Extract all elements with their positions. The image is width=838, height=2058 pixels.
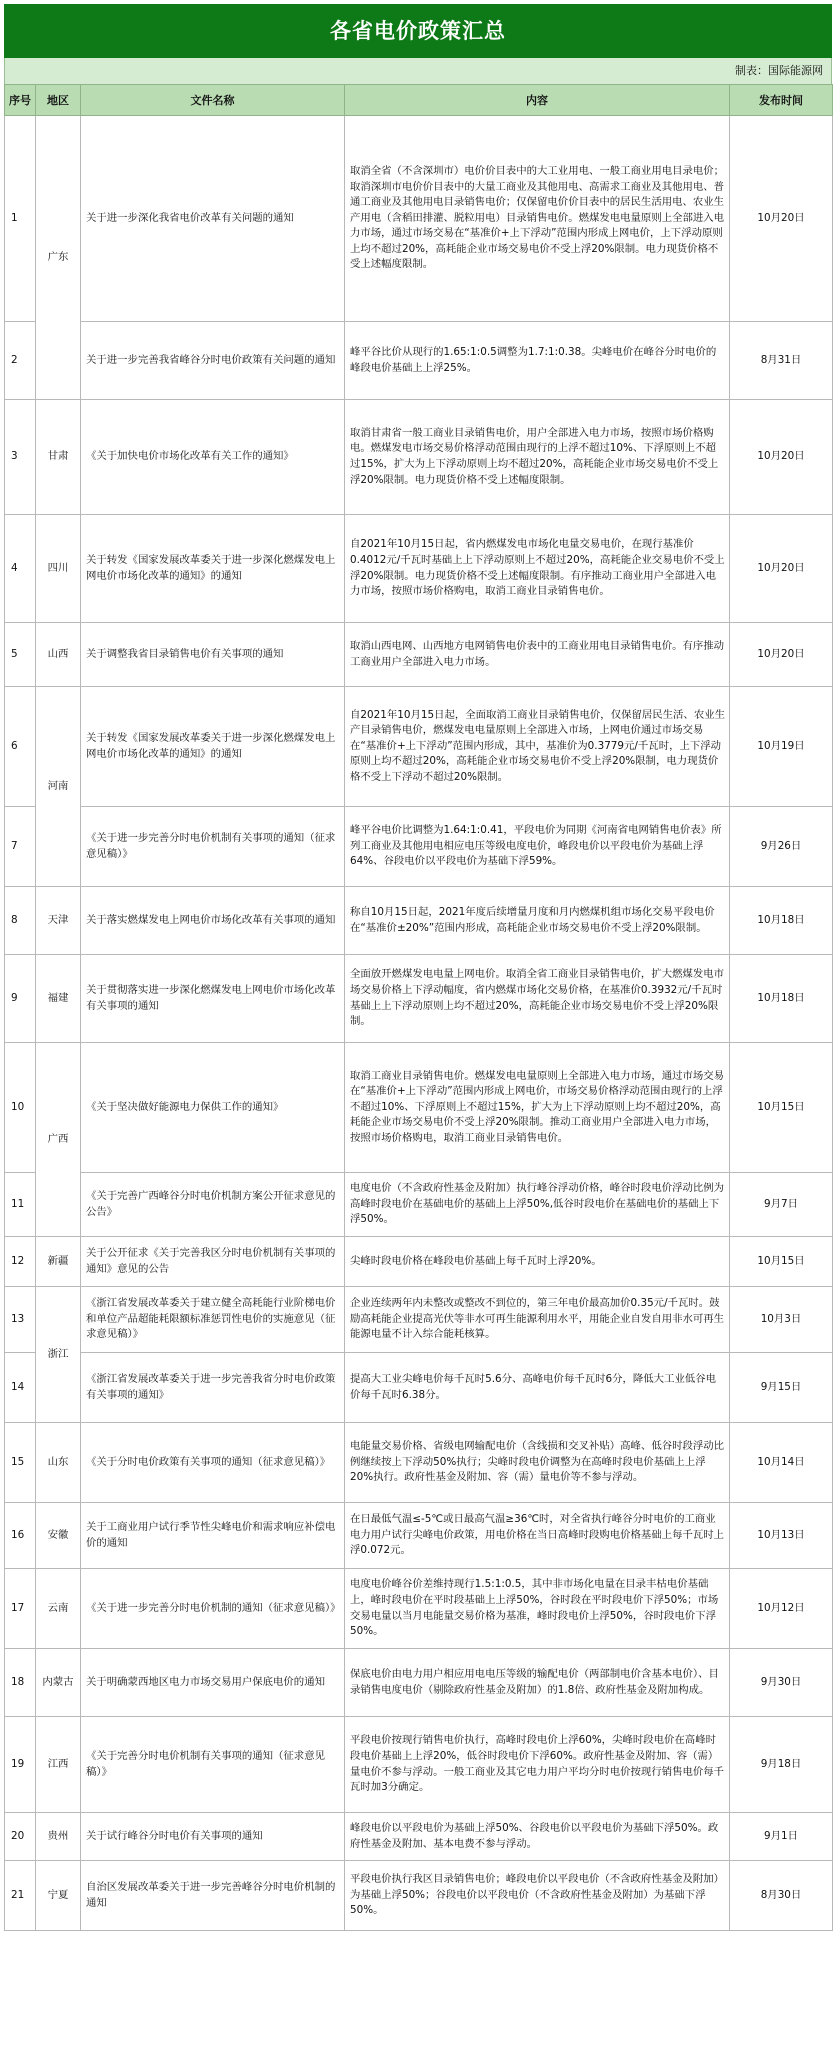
row-region: 浙江 — [36, 1287, 81, 1423]
row-date: 10月12日 — [730, 1569, 833, 1649]
table-row — [5, 807, 833, 887]
table-row — [5, 400, 833, 515]
row-region: 江西 — [36, 1717, 81, 1813]
row-content: 尖峰时段电价格在峰段电价基础上每千瓦时上浮20%。 — [345, 1237, 730, 1287]
row-content: 在日最低气温≤-5℃或日最高气温≥36℃时，对全省执行峰谷分时电价的工商业电力用户试行尖峰电价政策，用电价格在当日高峰时段购电价格基础上每千瓦时上浮0.072元。 — [345, 1503, 730, 1569]
row-content: 取消甘肃省一般工商业目录销售电价，用户全部进入电力市场，按照市场价格购电。燃煤发电市场交易价格浮动范围由现行的上浮不超过10%、下浮原则上不超过15%，扩大为上下浮动原则上均不超过20%，高耗能企业市场交易电价不受上浮20%限制。电力现货价格不受上述幅度限制。 — [345, 400, 730, 515]
row-date: 9月15日 — [730, 1353, 833, 1423]
row-content: 平段电价执行我区目录销售电价；峰段电价以平段电价（不含政府性基金及附加）为基础上浮50%；谷段电价以平段电价（不含政府性基金及附加）为基础下浮50%。 — [345, 1861, 730, 1931]
row-no: 15 — [5, 1423, 36, 1503]
row-doc: 关于公开征求《关于完善我区分时电价机制有关事项的通知》意见的公告 — [81, 1237, 345, 1287]
row-region: 广西 — [36, 1043, 81, 1237]
row-no: 21 — [5, 1861, 36, 1931]
row-content: 企业连续两年内未整改或整改不到位的，第三年电价最高加价0.35元/千瓦时。鼓励高耗能企业提高光伏等非水可再生能源利用水平，用能企业自发自用非水可再生能源电量不计入综合能耗核算。 — [345, 1287, 730, 1353]
header-no: 序号 — [5, 85, 36, 116]
row-date: 9月18日 — [730, 1717, 833, 1813]
row-date: 10月20日 — [730, 400, 833, 515]
table-header-row — [5, 85, 833, 116]
row-doc: 自治区发展改革委关于进一步完善峰谷分时电价机制的通知 — [81, 1861, 345, 1931]
row-no: 13 — [5, 1287, 36, 1353]
table-row — [5, 687, 833, 807]
table-row — [5, 1173, 833, 1237]
row-date: 10月3日 — [730, 1287, 833, 1353]
row-date: 10月14日 — [730, 1423, 833, 1503]
row-doc: 关于明确蒙西地区电力市场交易用户保底电价的通知 — [81, 1649, 345, 1717]
row-region: 河南 — [36, 687, 81, 887]
row-doc: 关于转发《国家发展改革委关于进一步深化燃煤发电上网电价市场化改革的通知》的通知 — [81, 687, 345, 807]
row-content: 平段电价按现行销售电价执行，高峰时段电价上浮60%，尖峰时段电价在高峰时段电价基础上上浮20%，低谷时段电价下浮60%。政府性基金及附加、容（需）量电价不参与浮动。一般工商业及其它电力用户平均分时电价按现行销售电价每千瓦时加3分确定。 — [345, 1717, 730, 1813]
row-region: 宁夏 — [36, 1861, 81, 1931]
table-row — [5, 1861, 833, 1931]
header-region: 地区 — [36, 85, 81, 116]
row-no: 12 — [5, 1237, 36, 1287]
table-row — [5, 1423, 833, 1503]
table-row — [5, 955, 833, 1043]
table-row — [5, 116, 833, 322]
row-no: 8 — [5, 887, 36, 955]
row-content: 峰平谷比价从现行的1.65:1:0.5调整为1.7:1:0.38。尖峰电价在峰谷分时电价的峰段电价基础上上浮25%。 — [345, 322, 730, 400]
row-no: 11 — [5, 1173, 36, 1237]
row-doc: 《关于坚决做好能源电力保供工作的通知》 — [81, 1043, 345, 1173]
row-no: 18 — [5, 1649, 36, 1717]
row-no: 19 — [5, 1717, 36, 1813]
row-date: 10月19日 — [730, 687, 833, 807]
row-doc: 关于工商业用户试行季节性尖峰电价和需求响应补偿电价的通知 — [81, 1503, 345, 1569]
policy-table — [4, 84, 833, 1931]
table-row — [5, 515, 833, 623]
row-doc: 关于贯彻落实进一步深化燃煤发电上网电价市场化改革有关事项的通知 — [81, 955, 345, 1043]
row-content: 称自10月15日起，2021年度后续增量月度和月内燃煤机组市场化交易平段电价在“基准价±20%”范围内形成，高耗能企业市场交易电价不受上浮20%限制。 — [345, 887, 730, 955]
row-content: 全面放开燃煤发电电量上网电价。取消全省工商业目录销售电价，扩大燃煤发电市场交易价格上下浮动幅度，省内燃煤市场化交易价格，在基准价0.3932元/千瓦时基础上上下浮动原则上均不超过20%，高耗能企业市场交易电价不受上浮20%限制。 — [345, 955, 730, 1043]
row-region: 福建 — [36, 955, 81, 1043]
row-no: 1 — [5, 116, 36, 322]
row-doc: 《关于进一步完善分时电价机制的通知（征求意见稿）》 — [81, 1569, 345, 1649]
row-date: 10月20日 — [730, 116, 833, 322]
row-doc: 《浙江省发展改革委关于建立健全高耗能行业阶梯电价和单位产品超能耗限额标准惩罚性电价的实施意见（征求意见稿）》 — [81, 1287, 345, 1353]
row-date: 10月20日 — [730, 515, 833, 623]
row-date: 10月15日 — [730, 1237, 833, 1287]
table-row — [5, 1043, 833, 1173]
row-no: 3 — [5, 400, 36, 515]
header-date: 发布时间 — [730, 85, 833, 116]
row-doc: 关于转发《国家发展改革委关于进一步深化燃煤发电上网电价市场化改革的通知》的通知 — [81, 515, 345, 623]
table-row — [5, 322, 833, 400]
page-title: 各省电价政策汇总 — [4, 4, 832, 58]
table-row — [5, 1287, 833, 1353]
row-region: 山西 — [36, 623, 81, 687]
row-content: 电能量交易价格、省级电网输配电价（含线损和交叉补贴）高峰、低谷时段浮动比例继续按上下浮动50%执行；尖峰时段电价调整为在高峰时段电价基础上上浮20%执行。政府性基金及附加、容（需）量电价等不参与浮动。 — [345, 1423, 730, 1503]
row-doc: 关于落实燃煤发电上网电价市场化改革有关事项的通知 — [81, 887, 345, 955]
row-date: 10月15日 — [730, 1043, 833, 1173]
row-doc: 《关于分时电价政策有关事项的通知（征求意见稿）》 — [81, 1423, 345, 1503]
table-row — [5, 623, 833, 687]
row-no: 10 — [5, 1043, 36, 1173]
row-content: 自2021年10月15日起，省内燃煤发电市场化电量交易电价，在现行基准价0.4012元/千瓦时基础上上下浮动原则上不超过20%，高耗能企业交易电价不受上浮20%限制。电力现货价格不受上述幅度限制。有序推动工商业用户全部进入电力市场，按照市场价格购电，取消工商业目录销售电价。 — [345, 515, 730, 623]
row-date: 10月18日 — [730, 955, 833, 1043]
row-date: 9月30日 — [730, 1649, 833, 1717]
row-region: 四川 — [36, 515, 81, 623]
row-date: 9月7日 — [730, 1173, 833, 1237]
row-no: 5 — [5, 623, 36, 687]
row-content: 自2021年10月15日起，全面取消工商业目录销售电价，仅保留居民生活、农业生产目录销售电价，燃煤发电电量原则上全部进入市场，上网电价通过市场交易在“基准价+上下浮动”范围内形成，其中，基准价为0.3779元/千瓦时，上下浮动原则上均不超过20%，高耗能企业市场交易电价不受上浮20%限制，电力现货价格不受上下浮动不超过20%限制。 — [345, 687, 730, 807]
row-region: 新疆 — [36, 1237, 81, 1287]
table-row — [5, 1649, 833, 1717]
table-row — [5, 1503, 833, 1569]
row-date: 8月31日 — [730, 322, 833, 400]
row-region: 安徽 — [36, 1503, 81, 1569]
row-doc: 关于调整我省目录销售电价有关事项的通知 — [81, 623, 345, 687]
row-doc: 关于进一步完善我省峰谷分时电价政策有关问题的通知 — [81, 322, 345, 400]
table-row — [5, 1237, 833, 1287]
row-no: 7 — [5, 807, 36, 887]
row-content: 保底电价由电力用户相应用电电压等级的输配电价（两部制电价含基本电价）、目录销售电度电价（剔除政府性基金及附加）的1.8倍、政府性基金及附加构成。 — [345, 1649, 730, 1717]
row-no: 4 — [5, 515, 36, 623]
row-region: 山东 — [36, 1423, 81, 1503]
row-doc: 关于试行峰谷分时电价有关事项的通知 — [81, 1813, 345, 1861]
table-row — [5, 1353, 833, 1423]
row-content: 取消山西电网、山西地方电网销售电价表中的工商业用电目录销售电价。有序推动工商业用户全部进入电力市场。 — [345, 623, 730, 687]
row-region: 内蒙古 — [36, 1649, 81, 1717]
row-region: 贵州 — [36, 1813, 81, 1861]
header-doc: 文件名称 — [81, 85, 345, 116]
row-date: 8月30日 — [730, 1861, 833, 1931]
row-region: 天津 — [36, 887, 81, 955]
row-no: 20 — [5, 1813, 36, 1861]
row-content: 电度电价（不含政府性基金及附加）执行峰谷浮动价格，峰谷时段电价浮动比例为高峰时段电价在基础电价的基础上上浮50%,低谷时段电价在基础电价的基础上下浮50%。 — [345, 1173, 730, 1237]
row-date: 10月20日 — [730, 623, 833, 687]
row-content: 取消全省（不含深圳市）电价价目表中的大工业用电、一般工商业用电目录电价；取消深圳市电价价目表中的大量工商业及其他用电、高需求工商业及其他用电、普通工商业及其他用电目录销售电价；仅保留电价价目表中的居民生活用电、农业生产用电（含稻田排灌、脱粒用电）目录销售电价。燃煤发电电量原则上全部进入电力市场，通过市场交易在“基准价+上下浮动”范围内形成上网电价，上下浮动原则上均不超过20%，高耗能企业市场交易电价不受上浮20%限制。电力现货价格不受上述幅度限制。 — [345, 116, 730, 322]
row-doc: 《浙江省发展改革委关于进一步完善我省分时电价政策有关事项的通知》 — [81, 1353, 345, 1423]
row-region: 云南 — [36, 1569, 81, 1649]
row-date: 10月18日 — [730, 887, 833, 955]
row-doc: 《关于进一步完善分时电价机制有关事项的通知（征求意见稿）》 — [81, 807, 345, 887]
row-region: 甘肃 — [36, 400, 81, 515]
row-no: 14 — [5, 1353, 36, 1423]
row-content: 峰段电价以平段电价为基础上浮50%、谷段电价以平段电价为基础下浮50%。政府性基金及附加、基本电费不参与浮动。 — [345, 1813, 730, 1861]
row-doc: 关于进一步深化我省电价改革有关问题的通知 — [81, 116, 345, 322]
row-content: 取消工商业目录销售电价。燃煤发电电量原则上全部进入电力市场，通过市场交易在“基准价+上下浮动”范围内形成上网电价，市场交易价格浮动范围由现行的上浮不超过10%、下浮原则上不超过15%，扩大为上下浮动原则上均不超过20%，高耗能企业市场交易电价不受上浮20%限制。推动工商业用户全部进入电力市场，按照市场价格购电，取消工商业目录销售电价。 — [345, 1043, 730, 1173]
row-no: 16 — [5, 1503, 36, 1569]
row-no: 2 — [5, 322, 36, 400]
row-date: 9月1日 — [730, 1813, 833, 1861]
row-content: 电度电价峰谷价差维持现行1.5:1:0.5，其中非市场化电量在目录丰枯电价基础上，峰时段电价在平时段基础上上浮50%，谷时段在平时段电价下浮50%；市场交易电量以当月电能量交易价格为基准，峰时段电价上浮50%，谷时段电价下浮50%。 — [345, 1569, 730, 1649]
source-credit: 制表：国际能源网 — [4, 58, 832, 84]
row-doc: 《关于加快电价市场化改革有关工作的通知》 — [81, 400, 345, 515]
table-row — [5, 1569, 833, 1649]
row-date: 9月26日 — [730, 807, 833, 887]
row-content: 峰平谷电价比调整为1.64:1:0.41，平段电价为同期《河南省电网销售电价表》所列工商业及其他用电相应电压等级电度电价，峰段电价以平段电价为基础上浮64%、谷段电价以平段电价为基础下浮59%。 — [345, 807, 730, 887]
header-content: 内容 — [345, 85, 730, 116]
row-date: 10月13日 — [730, 1503, 833, 1569]
row-no: 17 — [5, 1569, 36, 1649]
table-row — [5, 887, 833, 955]
row-region: 广东 — [36, 116, 81, 400]
table-row — [5, 1813, 833, 1861]
row-content: 提高大工业尖峰电价每千瓦时5.6分、高峰电价每千瓦时6分，降低大工业低谷电价每千瓦时6.38分。 — [345, 1353, 730, 1423]
row-no: 9 — [5, 955, 36, 1043]
row-doc: 《关于完善分时电价机制有关事项的通知（征求意见稿）》 — [81, 1717, 345, 1813]
table-row — [5, 1717, 833, 1813]
row-no: 6 — [5, 687, 36, 807]
row-doc: 《关于完善广西峰谷分时电价机制方案公开征求意见的公告》 — [81, 1173, 345, 1237]
